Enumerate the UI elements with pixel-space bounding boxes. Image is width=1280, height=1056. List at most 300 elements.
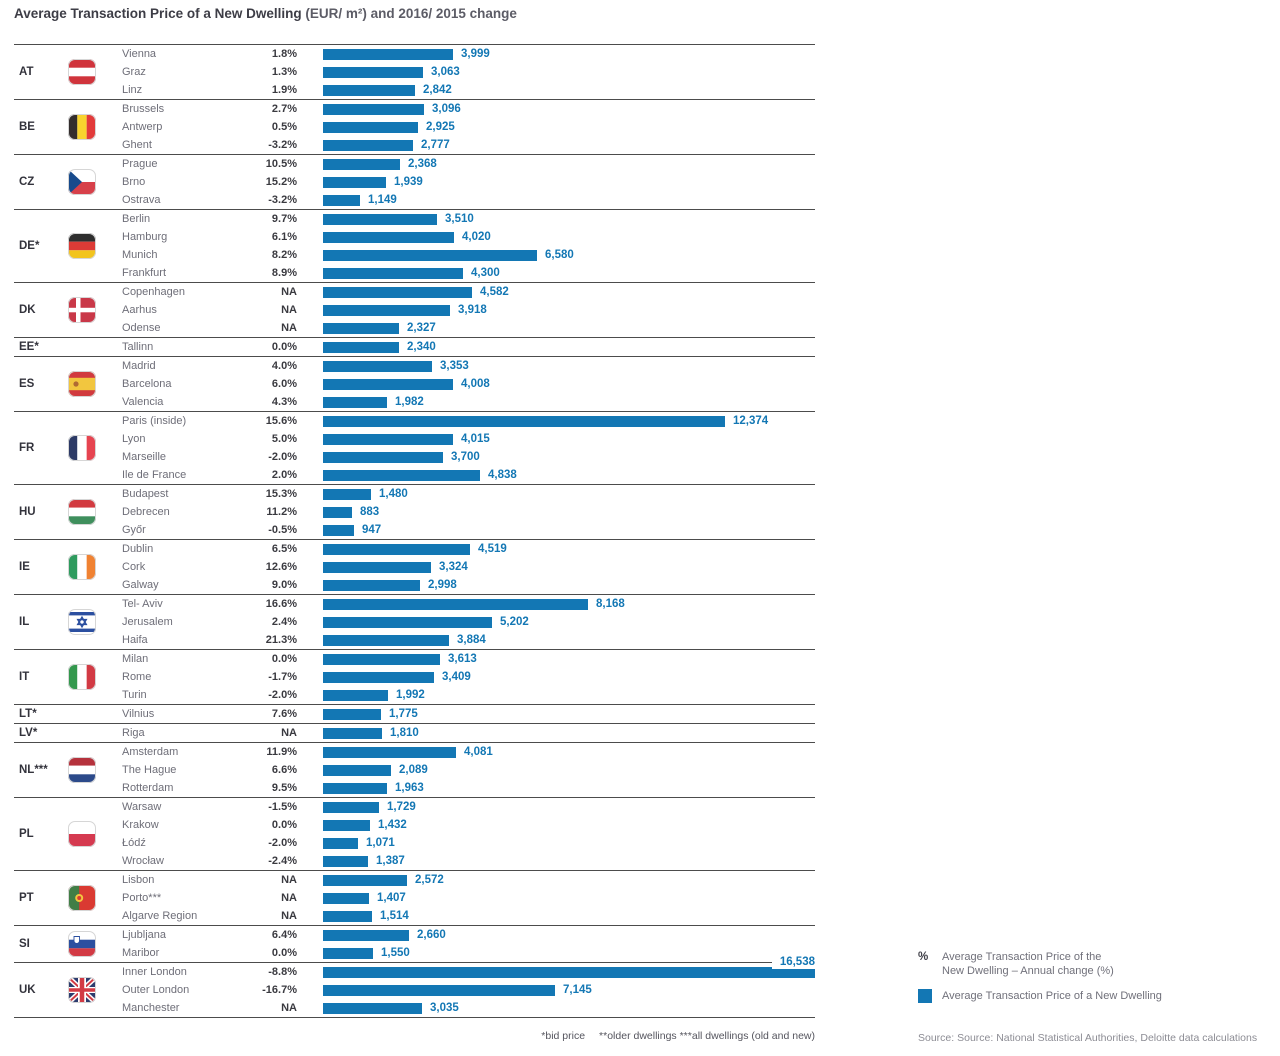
bar-cell <box>323 724 815 742</box>
city-row <box>110 871 815 889</box>
city-rows <box>110 798 815 870</box>
city-row <box>110 503 815 521</box>
city-rows <box>110 485 815 539</box>
country-code: UK <box>19 984 36 996</box>
price-value-label: 3,918 <box>458 304 487 316</box>
price-value-label: 2,327 <box>407 322 436 334</box>
city-row <box>110 631 815 649</box>
annual-change-value: 10.5% <box>265 158 297 170</box>
city-row <box>110 724 815 742</box>
country-group-DK <box>14 283 815 338</box>
city-name: Antwerp <box>122 121 163 133</box>
flag-be-icon <box>54 114 110 140</box>
country-group-LV <box>14 724 815 743</box>
legend-price-label: Average Transaction Price of a New Dwelling <box>942 990 1162 1002</box>
uk-flag-svg <box>68 977 96 1003</box>
price-value-label: 1,550 <box>381 947 410 959</box>
annual-change-value: 4.0% <box>271 360 297 372</box>
city-rows <box>110 743 815 797</box>
bar-cell <box>323 246 815 264</box>
flag-cz-icon <box>54 169 110 195</box>
country-code: EE* <box>19 341 39 353</box>
annual-change-value: 15.6% <box>265 415 297 427</box>
legend-item-change <box>918 950 1268 978</box>
country-code: PT <box>19 892 34 904</box>
city-name: Galway <box>122 579 159 591</box>
price-bar <box>323 838 358 849</box>
city-name: Outer London <box>122 984 190 996</box>
flag-it-icon <box>54 664 110 690</box>
city-name: Odense <box>122 322 161 334</box>
city-row <box>110 283 815 301</box>
price-value-label: 1,480 <box>379 488 408 500</box>
bar-cell <box>323 228 815 246</box>
annual-change-value: NA <box>281 910 297 922</box>
legend-percent-symbol: % <box>918 951 929 963</box>
city-name: Aarhus <box>122 304 157 316</box>
price-value-label: 4,020 <box>462 231 491 243</box>
price-value-label: 2,842 <box>423 84 452 96</box>
city-name: Hamburg <box>122 231 168 243</box>
city-name: Ghent <box>122 139 152 151</box>
city-rows <box>110 540 815 594</box>
price-value-label: 3,613 <box>448 653 477 665</box>
city-rows <box>110 210 815 282</box>
city-row <box>110 558 815 576</box>
flag-il-icon <box>54 609 110 635</box>
country-code: AT <box>19 66 34 78</box>
country-group-FR <box>14 412 815 485</box>
city-name: Vilnius <box>122 708 155 720</box>
price-bar <box>323 544 470 555</box>
country-group-ES <box>14 357 815 412</box>
price-value-label: 3,510 <box>445 213 474 225</box>
price-bar <box>323 379 453 390</box>
annual-change-value: 2.0% <box>271 469 297 481</box>
city-name: Prague <box>122 158 158 170</box>
price-value-label: 3,700 <box>451 451 480 463</box>
city-row <box>110 448 815 466</box>
annual-change-value: 9.0% <box>271 579 297 591</box>
price-value-label: 4,838 <box>488 469 517 481</box>
bar-cell <box>323 944 815 962</box>
bar-cell <box>323 136 815 154</box>
country-group-UK <box>14 956 815 1018</box>
price-bar <box>323 232 454 243</box>
price-value-label: 4,008 <box>461 378 490 390</box>
bar-cell <box>323 668 815 686</box>
city-name: Riga <box>122 727 145 739</box>
price-bar <box>323 911 372 922</box>
city-name: Madrid <box>122 360 156 372</box>
price-bar <box>323 268 463 279</box>
annual-change-value: 1.9% <box>271 84 297 96</box>
price-value-label: 2,340 <box>407 341 436 353</box>
city-row <box>110 834 815 852</box>
annual-change-value: 21.3% <box>265 634 297 646</box>
city-row <box>110 100 815 118</box>
country-code: DE* <box>19 240 40 252</box>
city-row <box>110 412 815 430</box>
price-bar <box>323 214 437 225</box>
price-value-label: 1,992 <box>396 689 425 701</box>
annual-change-value: 0.0% <box>271 819 297 831</box>
country-group-EE <box>14 338 815 357</box>
price-bar <box>323 195 360 206</box>
city-name: Győr <box>122 524 146 536</box>
price-bar <box>323 342 399 353</box>
price-value-label: 1,514 <box>380 910 409 922</box>
bar-cell <box>323 503 815 521</box>
bar-cell <box>323 283 815 301</box>
bar-cell <box>323 191 815 209</box>
city-name: Frankfurt <box>122 267 167 279</box>
bar-cell <box>323 743 815 761</box>
city-row <box>110 485 815 503</box>
city-name: Marseille <box>122 451 167 463</box>
annual-change-value: 8.2% <box>271 249 297 261</box>
annual-change-value: 16.6% <box>265 598 297 610</box>
city-row <box>110 357 815 375</box>
country-code: FR <box>19 442 35 454</box>
city-name: Amsterdam <box>122 746 179 758</box>
city-row <box>110 595 815 613</box>
city-name: Cork <box>122 561 146 573</box>
flag-at-icon <box>54 59 110 85</box>
city-row <box>110 264 815 282</box>
annual-change-value: -1.5% <box>268 801 297 813</box>
country-group-PL <box>14 798 815 871</box>
price-value-label: 12,374 <box>733 415 769 427</box>
price-bar <box>323 672 434 683</box>
annual-change-value: 6.4% <box>271 929 297 941</box>
annual-change-value: -2.0% <box>268 837 297 849</box>
bar-cell <box>323 448 815 466</box>
city-row <box>110 375 815 393</box>
city-name: Rotterdam <box>122 782 174 794</box>
city-rows <box>110 650 815 704</box>
city-row <box>110 761 815 779</box>
city-name: Turin <box>122 689 147 701</box>
il-flag-svg <box>68 609 96 635</box>
price-value-label: 1,810 <box>390 727 419 739</box>
bar-cell <box>323 761 815 779</box>
annual-change-value: 6.0% <box>271 378 297 390</box>
price-value-label: 947 <box>362 524 382 536</box>
legend-change-label: Average Transaction Price of the New Dwelling – Annual change (%) <box>942 951 1114 977</box>
city-row <box>110 743 815 761</box>
ie-flag-svg <box>68 554 96 580</box>
city-name: Algarve Region <box>122 910 198 922</box>
price-value-label: 883 <box>360 506 380 518</box>
flag-nl-icon <box>54 757 110 783</box>
city-rows <box>110 595 815 649</box>
flag-de-icon <box>54 233 110 259</box>
city-name: Brussels <box>122 103 165 115</box>
price-value-label: 7,145 <box>563 984 592 996</box>
city-row <box>110 816 815 834</box>
footnotes <box>541 1030 815 1042</box>
price-bar <box>323 562 431 573</box>
city-row <box>110 319 815 337</box>
chart <box>14 44 815 1018</box>
footnote-bid-price: *bid price <box>541 1030 586 1042</box>
flag-uk-icon <box>54 977 110 1003</box>
country-group-AT <box>14 45 815 100</box>
bar-cell <box>323 999 815 1017</box>
bar-cell <box>323 981 815 999</box>
annual-change-value: NA <box>281 892 297 904</box>
bar-cell <box>323 595 815 613</box>
city-row <box>110 576 815 594</box>
annual-change-value: 8.9% <box>271 267 297 279</box>
city-rows <box>110 283 815 337</box>
flag-es-icon <box>54 371 110 397</box>
price-bar <box>323 1003 422 1014</box>
city-name: Haifa <box>122 634 148 646</box>
city-row <box>110 430 815 448</box>
bar-cell <box>323 631 815 649</box>
price-bar <box>323 434 453 445</box>
city-name: Berlin <box>122 213 151 225</box>
city-name: Wrocław <box>122 855 164 867</box>
city-name: Rome <box>122 671 152 683</box>
city-rows <box>110 705 815 723</box>
price-value-label: 3,409 <box>442 671 471 683</box>
country-code: BE <box>19 121 35 133</box>
price-value-label: 1,432 <box>378 819 407 831</box>
bar-cell <box>323 779 815 797</box>
country-group-BE <box>14 100 815 155</box>
country-code: SI <box>19 938 30 950</box>
bar-cell <box>323 705 815 723</box>
annual-change-value: 4.3% <box>271 396 297 408</box>
annual-change-value: 12.6% <box>265 561 297 573</box>
price-value-label: 8,168 <box>596 598 625 610</box>
price-value-label: 3,096 <box>432 103 461 115</box>
price-value-label: 6,580 <box>545 249 574 261</box>
city-row <box>110 45 815 63</box>
price-bar <box>323 654 440 665</box>
price-bar <box>323 802 379 813</box>
price-value-label: 4,519 <box>478 543 507 555</box>
annual-change-value: 6.1% <box>271 231 297 243</box>
chart-title <box>14 6 517 21</box>
price-value-label: 3,063 <box>431 66 460 78</box>
price-bar <box>323 690 388 701</box>
city-rows <box>110 357 815 411</box>
country-code: HU <box>19 506 36 518</box>
bar-cell <box>323 686 815 704</box>
annual-change-value: -8.8% <box>268 966 297 978</box>
price-value-label: 3,353 <box>440 360 469 372</box>
price-bar <box>323 177 386 188</box>
price-value-label: 3,884 <box>457 634 486 646</box>
dk-flag-svg <box>68 297 96 323</box>
bar-cell <box>323 926 815 944</box>
city-name: Jerusalem <box>122 616 173 628</box>
country-group-SI <box>14 926 815 963</box>
bar-cell <box>323 907 815 925</box>
flag-hu-icon <box>54 499 110 525</box>
bar-cell <box>323 576 815 594</box>
price-bar <box>323 525 354 536</box>
price-bar <box>323 875 407 886</box>
nl-flag-svg <box>68 757 96 783</box>
price-bar <box>323 287 472 298</box>
flag-dk-icon <box>54 297 110 323</box>
city-rows <box>110 926 815 962</box>
country-code: PL <box>19 828 34 840</box>
bar-cell <box>323 956 815 981</box>
annual-change-value: 0.0% <box>271 341 297 353</box>
annual-change-value: 11.2% <box>266 506 297 518</box>
price-value-label: 1,982 <box>395 396 424 408</box>
bar-cell <box>323 834 815 852</box>
country-group-DE <box>14 210 815 283</box>
annual-change-value: -3.2% <box>268 139 297 151</box>
price-value-label: 1,071 <box>366 837 395 849</box>
bar-cell <box>323 466 815 484</box>
city-row <box>110 81 815 99</box>
price-bar <box>323 122 418 133</box>
country-code: CZ <box>19 176 35 188</box>
price-value-label: 1,963 <box>395 782 424 794</box>
bar-cell <box>323 45 815 63</box>
es-flag-svg <box>68 371 96 397</box>
annual-change-value: 7.6% <box>271 708 297 720</box>
legend-item-price <box>918 989 1268 1003</box>
city-row <box>110 228 815 246</box>
city-name: Munich <box>122 249 158 261</box>
price-bar <box>323 49 453 60</box>
city-rows <box>110 412 815 484</box>
city-row <box>110 907 815 925</box>
price-bar <box>323 580 420 591</box>
annual-change-value: -2.4% <box>268 855 297 867</box>
annual-change-value: 2.7% <box>271 103 297 115</box>
flag-pt-icon <box>54 885 110 911</box>
city-row <box>110 63 815 81</box>
bar-cell <box>323 889 815 907</box>
city-row <box>110 136 815 154</box>
price-bar <box>323 470 480 481</box>
city-row <box>110 191 815 209</box>
pt-flag-svg <box>68 885 96 911</box>
bar-cell <box>323 264 815 282</box>
be-flag-svg <box>68 114 96 140</box>
bar-cell <box>323 650 815 668</box>
annual-change-value: -3.2% <box>268 194 297 206</box>
city-name: Dublin <box>122 543 154 555</box>
city-name: Inner London <box>122 966 187 978</box>
price-value-label: 2,925 <box>426 121 455 133</box>
city-name: Paris (inside) <box>122 415 187 427</box>
annual-change-value: 6.6% <box>271 764 297 776</box>
city-row <box>110 393 815 411</box>
city-row <box>110 118 815 136</box>
price-bar <box>323 104 424 115</box>
city-rows <box>110 338 815 356</box>
city-name: Vienna <box>122 48 157 60</box>
price-bar <box>323 416 725 427</box>
bar-cell <box>323 357 815 375</box>
bar-cell <box>323 375 815 393</box>
price-bar <box>323 893 369 904</box>
country-group-NL <box>14 743 815 798</box>
city-row <box>110 173 815 191</box>
annual-change-value: 6.5% <box>271 543 297 555</box>
city-name: Ile de France <box>122 469 187 481</box>
price-value-label: 3,324 <box>439 561 468 573</box>
price-value-label: 4,582 <box>480 286 509 298</box>
price-bar <box>323 140 413 151</box>
bar-cell <box>323 81 815 99</box>
city-name: Debrecen <box>122 506 170 518</box>
bar-cell <box>323 430 815 448</box>
annual-change-value: NA <box>281 874 297 886</box>
flag-ie-icon <box>54 554 110 580</box>
price-bar <box>323 783 387 794</box>
price-value-label: 2,998 <box>428 579 457 591</box>
price-bar <box>323 452 443 463</box>
hu-flag-svg <box>68 499 96 525</box>
city-name: Maribor <box>122 947 160 959</box>
price-value-label: 1,729 <box>387 801 416 813</box>
price-bar <box>323 361 432 372</box>
city-row <box>110 852 815 870</box>
city-rows <box>110 956 815 1017</box>
price-value-label: 2,572 <box>415 874 444 886</box>
bar-cell <box>323 485 815 503</box>
city-row <box>110 944 815 962</box>
price-bar <box>323 599 588 610</box>
bar-cell <box>323 798 815 816</box>
city-row <box>110 246 815 264</box>
chart-title-sub: (EUR/ m²) and 2016/ 2015 change <box>305 6 517 21</box>
country-group-IT <box>14 650 815 705</box>
price-value-label: 1,149 <box>368 194 397 206</box>
country-code: NL*** <box>19 764 48 776</box>
city-row <box>110 956 815 981</box>
city-name: Tel- Aviv <box>122 598 163 610</box>
it-flag-svg <box>68 664 96 690</box>
price-value-label: 2,089 <box>399 764 428 776</box>
city-row <box>110 650 815 668</box>
annual-change-value: 9.7% <box>271 213 297 225</box>
city-row <box>110 540 815 558</box>
price-bar <box>323 397 387 408</box>
source-line: Source: Source: National Statistical Authorities, Deloitte data calculations <box>918 1032 1258 1044</box>
bar-cell <box>323 412 815 430</box>
city-rows <box>110 724 815 742</box>
country-code: IE <box>19 561 30 573</box>
bar-cell <box>323 558 815 576</box>
bar-cell <box>323 118 815 136</box>
city-name: Łódź <box>122 837 146 849</box>
bar-cell <box>323 63 815 81</box>
price-value-label: 2,660 <box>417 929 446 941</box>
city-name: Ostrava <box>122 194 161 206</box>
country-code: LV* <box>19 727 38 739</box>
annual-change-value: NA <box>281 322 297 334</box>
city-name: Barcelona <box>122 378 172 390</box>
bar-cell <box>323 100 815 118</box>
annual-change-value: -0.5% <box>268 524 297 536</box>
annual-change-value: 0.5% <box>271 121 297 133</box>
bar-cell <box>323 319 815 337</box>
city-name: Tallinn <box>122 341 154 353</box>
